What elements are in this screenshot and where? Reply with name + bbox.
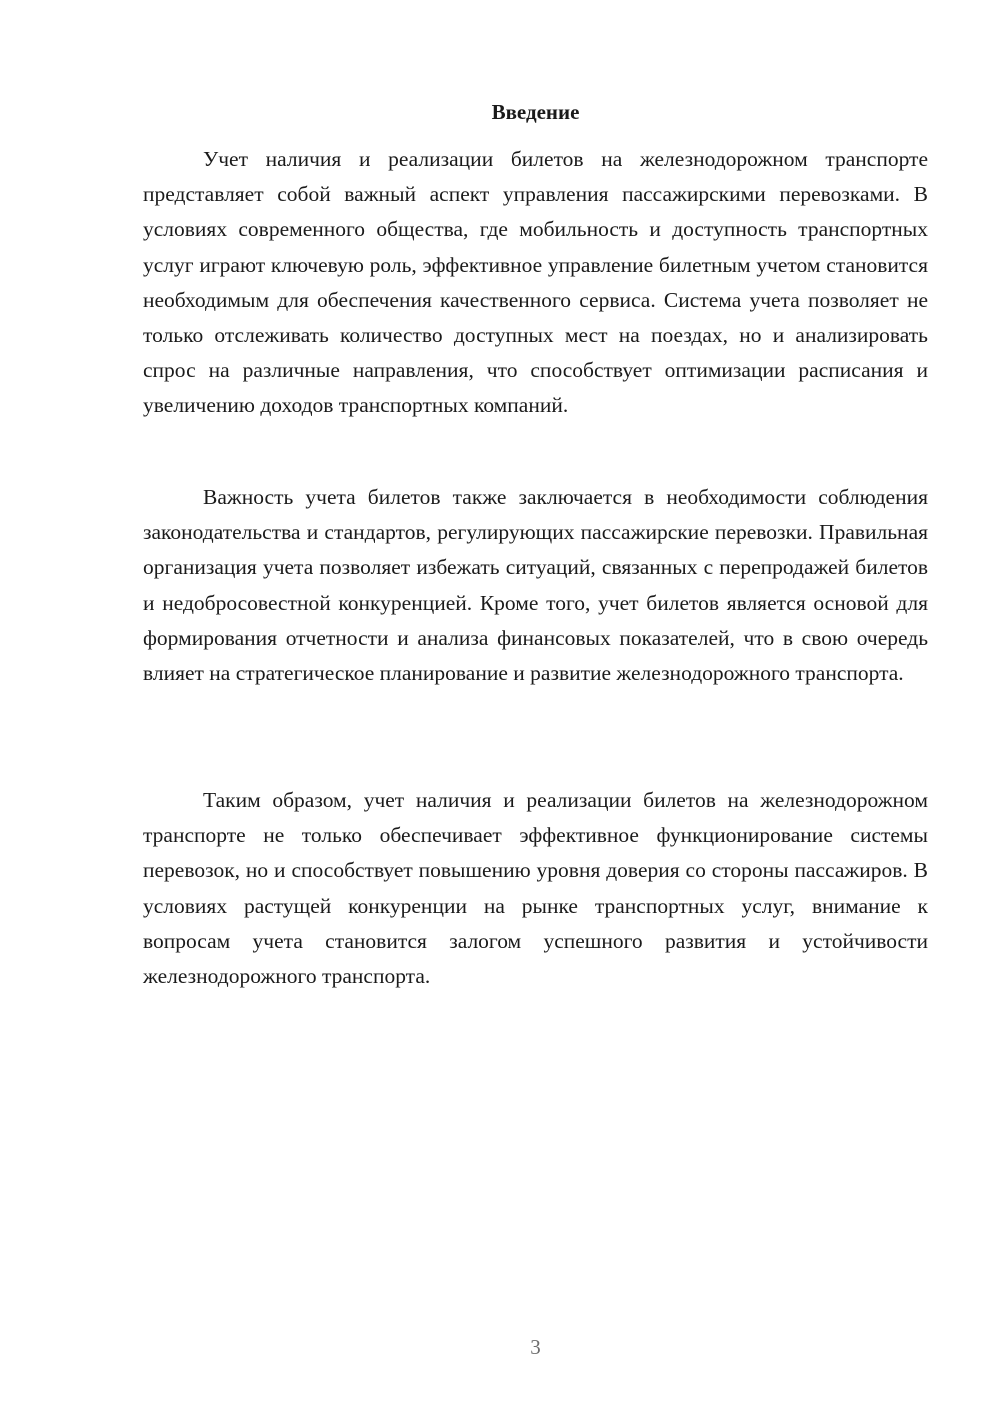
- section-heading: Введение: [491, 100, 580, 124]
- paragraph-3: Таким образом, учет наличия и реализации билетов на железнодорожном транспорте не только обеспечивает эффективное функционирование системы перевозок, но и способствует повышению уровня доверия со стороны пассажиров. В условиях растущей конкуренции на рынке транспортных услуг, внимание к вопросам учета становится залогом успешного развития и устойчивости железнодорожного транспорта.: [143, 788, 928, 989]
- paragraph-2: Важность учета билетов также заключается в необходимости соблюдения законодательства и стандартов, регулирующих пассажирские перевозки. Правильная организация учета позволяет избежать ситуаций, связанных с перепродажей билетов и недобросовестной конкуренцией. Кроме того, учет билетов является основой для формирования отчетности и анализа финансовых показателей, что в свою очередь влияет на стратегическое планирование и развитие железнодорожного транспорта.: [143, 485, 928, 686]
- paragraph-1: Учет наличия и реализации билетов на железнодорожном транспорте представляет собой важный аспект управления пассажирскими перевозками. В условиях современного общества, где мобильность и доступность транспортных услуг играют ключевую роль, эффективное управление билетным учетом становится необходимым для обеспечения качественного сервиса. Система учета позволяет не только отслеживать количество доступных мест на поездах, но и анализировать спрос на различные направления, что способствует оптимизации расписания и увеличению доходов транспортных компаний.: [143, 147, 928, 418]
- page-number: 3: [530, 1335, 541, 1359]
